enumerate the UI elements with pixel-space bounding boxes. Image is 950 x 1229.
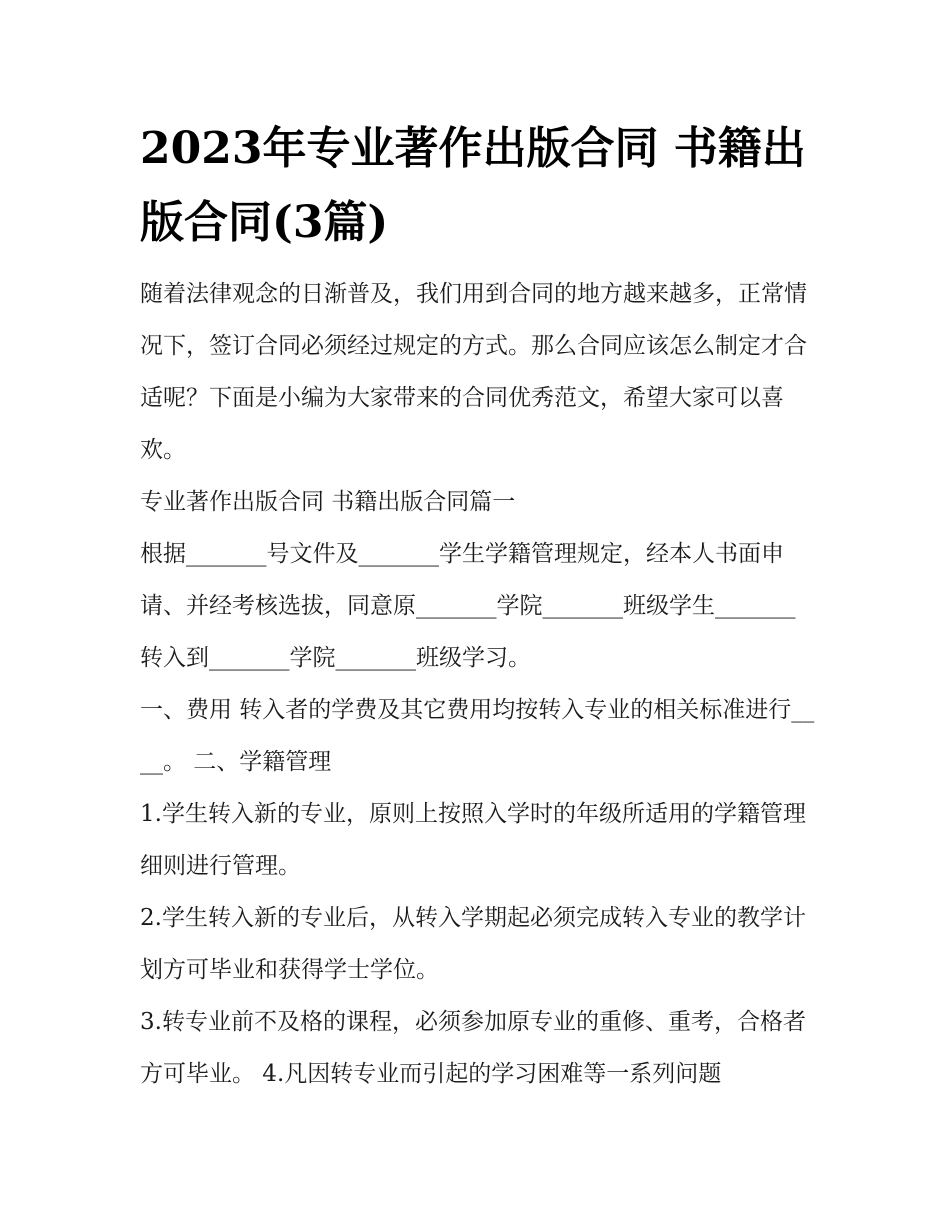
list-item: 2.学生转入新的专业后，从转入学期起必须完成转入专业的教学计划方可毕业和获得学士学位。 bbox=[140, 905, 806, 983]
body-paragraph: 根据_______号文件及_______学生学籍管理规定，经本人书面申请、并经考核选拔，同意原_______学院_______班级学生_______转入到_______学院_______班级学习。 bbox=[140, 541, 796, 671]
document-body bbox=[140, 112, 815, 1100]
body-paragraph: 一、费用 转入者的学费及其它费用均按转入专业的相关标准进行____。 二、学籍管理 bbox=[140, 697, 815, 775]
intro-paragraph: 随着法律观念的日渐普及，我们用到合同的地方越来越多，正常情况下，签订合同必须经过规定的方式。那么合同应该怎么制定才合适呢？下面是小编为大家带来的合同优秀范文，希望大家可以喜欢。 bbox=[140, 281, 807, 463]
list-item: 3.转专业前不及格的课程，必须参加原专业的重修、重考，合格者方可毕业。 4.凡因转专业而引起的学习困难等一系列问题 bbox=[140, 1009, 806, 1087]
list-item: 1.学生转入新的专业，原则上按照入学时的年级所适用的学籍管理细则进行管理。 bbox=[140, 801, 806, 879]
section-heading: 专业著作出版合同 书籍出版合同篇一 bbox=[140, 489, 516, 515]
document-title: 2023年专业著作出版合同 书籍出版合同(3篇) bbox=[140, 123, 806, 248]
